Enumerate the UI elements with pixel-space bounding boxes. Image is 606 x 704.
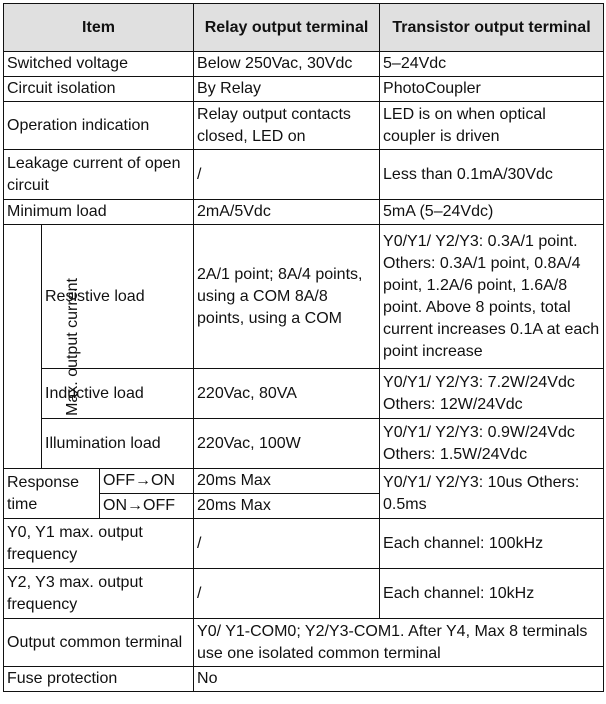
row-switched-voltage (4, 52, 604, 77)
relay-value: 220Vac, 100W (194, 419, 380, 469)
relay-value: 2A/1 point; 8A/4 points, using a COM 8A/8 points, using a COM (194, 225, 380, 369)
row-inductive-load (4, 369, 604, 419)
row-minimum-load (4, 200, 604, 225)
row-label: Y0, Y1 max. output frequency (4, 519, 194, 569)
transistor-value: Y0/Y1/ Y2/Y3: 7.2W/24Vdc Others: 12W/24Vdc (380, 369, 604, 419)
merged-value: No (194, 667, 604, 692)
transistor-value: Each channel: 10kHz (380, 569, 604, 619)
spec-table (3, 3, 604, 692)
row-output-common (4, 619, 604, 667)
relay-value: / (194, 150, 380, 200)
relay-value: 2mA/5Vdc (194, 200, 380, 225)
header-transistor: Transistor output terminal (380, 4, 604, 52)
row-leakage-current (4, 150, 604, 200)
max-output-current-label: Max. output current (4, 225, 42, 469)
transistor-value: Y0/Y1/ Y2/Y3: 0.9W/24Vdc Others: 1.5W/24Vdc (380, 419, 604, 469)
sub-label: OFF→ON (100, 469, 194, 494)
transistor-value: PhotoCoupler (380, 77, 604, 102)
header-relay: Relay output terminal (194, 4, 380, 52)
row-label: Illumination load (42, 419, 194, 469)
row-label: Y2, Y3 max. output frequency (4, 569, 194, 619)
row-y0-y1-frequency (4, 519, 604, 569)
transistor-value: 5–24Vdc (380, 52, 604, 77)
transistor-value: Less than 0.1mA/30Vdc (380, 150, 604, 200)
header-row (4, 4, 604, 52)
transistor-value: Y0/Y1/ Y2/Y3: 0.3A/1 point. Others: 0.3A/1 point, 0.8A/4 point, 1.2A/6 point, 1.6A/8 point. Above 8 points, total current increases 0.1A at each point increase (380, 225, 604, 369)
row-response-time-off-on (4, 469, 604, 494)
row-label: Leakage current of open circuit (4, 150, 194, 200)
row-label: Response time (4, 469, 100, 519)
relay-value: By Relay (194, 77, 380, 102)
relay-value: / (194, 519, 380, 569)
header-item: Item (4, 4, 194, 52)
row-illumination-load (4, 419, 604, 469)
relay-value: 20ms Max (194, 469, 380, 494)
row-label: Circuit isolation (4, 77, 194, 102)
transistor-value: Each channel: 100kHz (380, 519, 604, 569)
row-label: Fuse protection (4, 667, 194, 692)
row-label: Operation indication (4, 102, 194, 150)
row-circuit-isolation (4, 77, 604, 102)
row-resistive-load (4, 225, 604, 369)
row-label: Resistive load (42, 225, 194, 369)
relay-value: Below 250Vac, 30Vdc (194, 52, 380, 77)
transistor-value: LED is on when optical coupler is driven (380, 102, 604, 150)
row-label: Switched voltage (4, 52, 194, 77)
relay-value: 220Vac, 80VA (194, 369, 380, 419)
transistor-value: Y0/Y1/ Y2/Y3: 10us Others: 0.5ms (380, 469, 604, 519)
row-y2-y3-frequency (4, 569, 604, 619)
row-label: Minimum load (4, 200, 194, 225)
row-operation-indication (4, 102, 604, 150)
relay-value: / (194, 569, 380, 619)
transistor-value: 5mA (5–24Vdc) (380, 200, 604, 225)
sub-label: ON→OFF (100, 494, 194, 519)
merged-value: Y0/ Y1-COM0; Y2/Y3-COM1. After Y4, Max 8 terminals use one isolated common terminal (194, 619, 604, 667)
row-fuse-protection (4, 667, 604, 692)
row-label: Output common terminal (4, 619, 194, 667)
relay-value: Relay output contacts closed, LED on (194, 102, 380, 150)
row-label: Inductive load (42, 369, 194, 419)
relay-value: 20ms Max (194, 494, 380, 519)
